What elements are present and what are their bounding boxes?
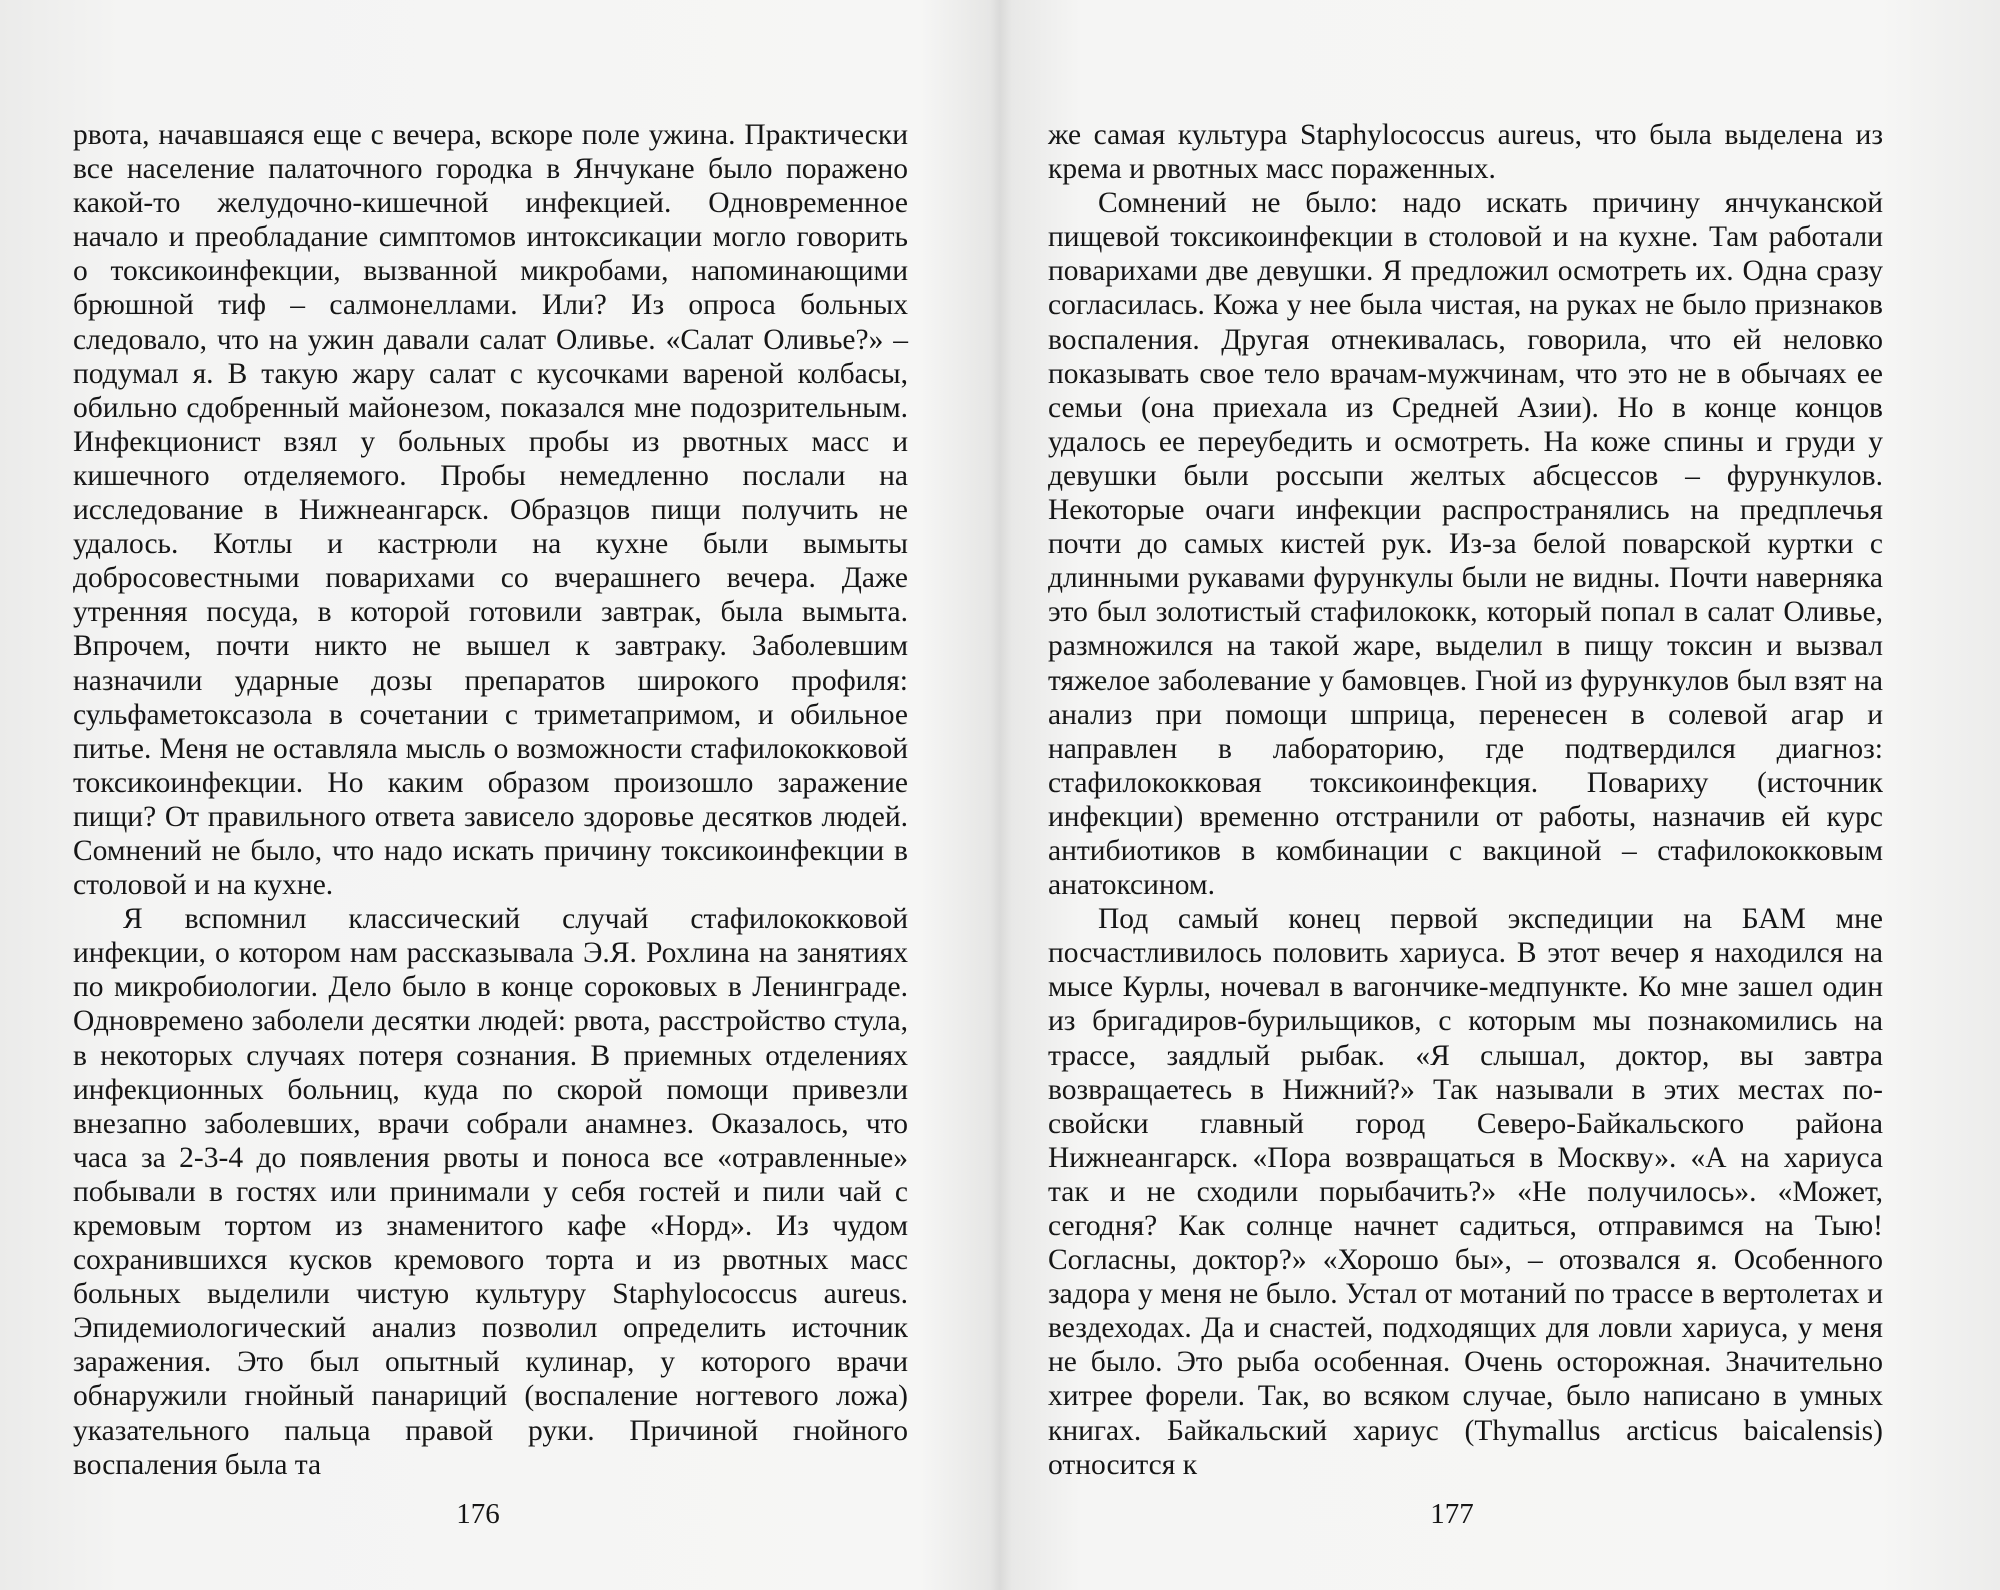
right-paragraph-3: Под самый конец первой экспедиции на БАМ мне посчастливилось половить хариуса. В этот вечер я находился на мысе Курлы, ночевал в вагончике-медпункте. Ко мне зашел один из бригадиров-бурильщиков, с которым мы познакомились на трассе, заядлый рыбак. «Я слышал, доктор, вы завтра возвращаетесь в Нижний?» Так называли в этих местах по-свойски главный город Северо-Байкальского района Нижнеангарск. «Пора возвращаться в Москву». «А на хариуса так и не сходили порыбачить?» «Не получилось». «Может, сегодня? Как солнце начнет садиться, отправимся на Тыю! Согласны, доктор?» «Хорошо бы», – отозвался я. Особенного задора у меня не было. Устал от мотаний по трассе в вертолетах и вездеходах. Да и снастей, подходящих для ловли хариуса, у меня не было. Это рыба особенная. Очень осторожная. Значительно хитрее форели. Так, во всяком случае, было написано в умных книгах. Байкальский хариус (Thymallus arcticus baicalensis) относится к [1048,903,1883,1481]
left-page-text [73,118,908,1482]
right-page-number: 177 [1430,1498,1474,1530]
right-paragraph-1: же самая культура Staphylococcus aureus, что была выделена из крема и рвотных масс пораженных. [1048,119,1883,186]
right-page-text [1048,118,1883,1482]
left-page-number: 176 [456,1498,500,1530]
left-page [73,118,908,1482]
left-paragraph-2: Я вспомнил классический случай стафилококковой инфекции, о котором нам рассказывала Э.Я. Рохлина на занятиях по микробиологии. Дело было в конце сороковых в Ленинграде. Одновремено заболели десятки людей: рвота, расстройство стула, в некоторых случаях потеря сознания. В приемных отделениях инфекционных больниц, куда по скорой помощи привезли внезапно заболевших, врачи собрали анамнез. Оказалось, что часа за 2-3-4 до появления рвоты и поноса все «отравленные» побывали в гостях или принимали у себя гостей и пили чай с кремовым тортом из знаменитого кафе «Норд». Из чудом сохранившихся кусков кремового торта и из рвотных масс больных выделили чистую культуру Staphylococcus aureus. Эпидемиологический анализ позволил определить источник заражения. Это был опытный кулинар, у которого врачи обнаружили гнойный панариций (воспаление ногтевого ложа) указательного пальца правой руки. Причиной гнойного воспаления была та [73,903,908,1481]
left-paragraph-1: рвота, начавшаяся еще с вечера, вскоре поле ужина. Практически все население палаточного городка в Янчукане было поражено какой-то желудочно-кишечной инфекцией. Одновременное начало и преобладание симптомов интоксикации могло говорить о токсикоинфекции, вызванной микробами, напоминающими брюшной тиф – салмонеллами. Или? Из опроса больных следовало, что на ужин давали салат Оливье. «Салат Оливье?» – подумал я. В такую жару салат с кусочками вареной колбасы, обильно сдобренный майонезом, показался мне подозрительным. Инфекционист взял у больных пробы из рвотных масс и кишечного отделяемого. Пробы немедленно послали на исследование в Нижнеангарск. Образцов пищи получить не удалось. Котлы и кастрюли на кухне были вымыты добросовестными поварихами со вчерашнего вечера. Даже утренняя посуда, в которой готовили завтрак, была вымыта. Впрочем, почти никто не вышел к завтраку. Заболевшим назначили ударные дозы препаратов широкого профиля: сульфаметоксазола в сочетании с триметапримом, и обильное питье. Меня не оставляла мысль о возможности стафилококковой токсикоинфекции. Но каким образом произошло заражение пищи? От правильного ответа зависело здоровье десятков людей. Сомнений не было, что надо искать причину токсикоинфекции в столовой и на кухне. [73,119,908,902]
right-page [1048,118,1883,1482]
right-paragraph-2: Сомнений не было: надо искать причину янчуканской пищевой токсикоинфекции в столовой и на кухне. Там работали поварихами две девушки. Я предложил осмотреть их. Одна сразу согласилась. Кожа у нее была чистая, на руках не было признаков воспаления. Другая отнекивалась, говорила, что ей неловко показывать свое тело врачам-мужчинам, что это не в обычаях ее семьи (она приехала из Средней Азии). Но в конце концов удалось ее переубедить и осмотреть. На коже спины и груди у девушки были россыпи желтых абсцессов – фурункулов. Некоторые очаги инфекции распространялись на предплечья почти до самых кистей рук. Из-за белой поварской куртки с длинными рукавами фурункулы были не видны. Почти наверняка это был золотистый стафилококк, который попал в салат Оливье, размножился на такой жаре, выделил в пищу токсин и вызвал тяжелое заболевание у бамовцев. Гной из фурункулов был взят на анализ при помощи шприца, перенесен в солевой агар и направлен в лабораторию, где подтвердился диагноз: стафилококковая токсикоинфекция. Повариху (источник инфекции) временно отстранили от работы, назначив ей курс антибиотиков в комбинации с вакциной – стафилококковым анатоксином. [1048,187,1883,902]
